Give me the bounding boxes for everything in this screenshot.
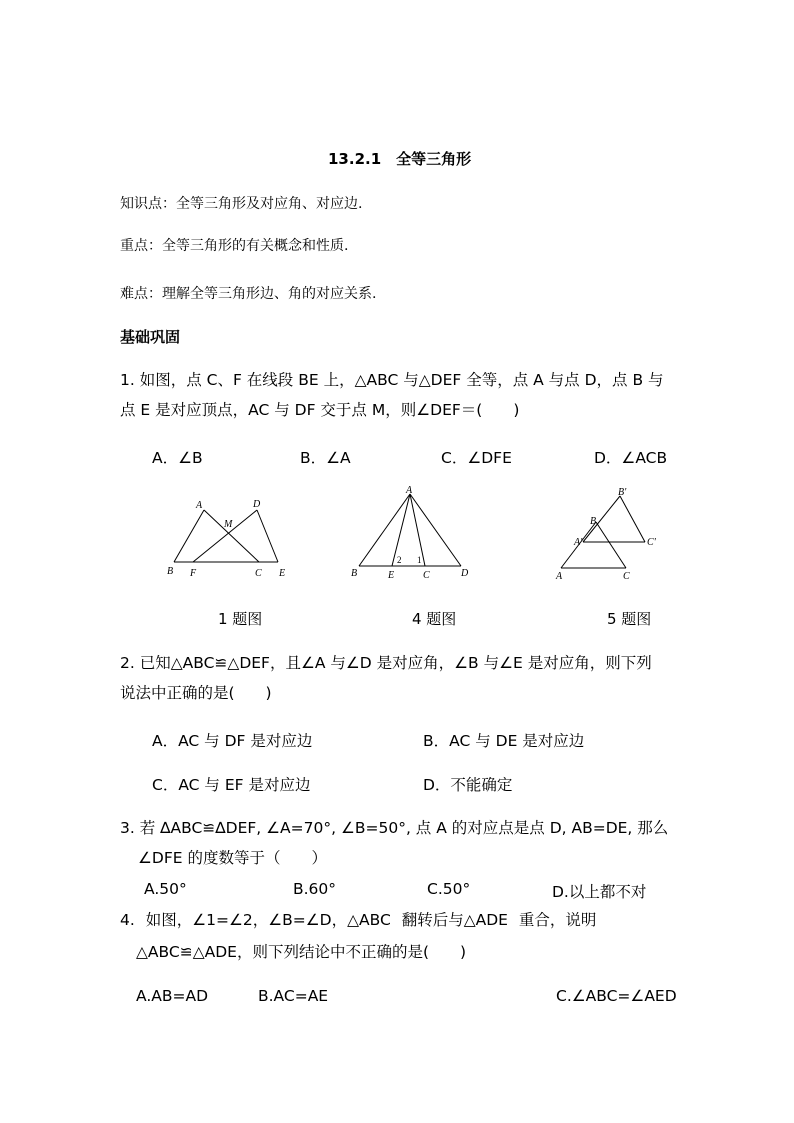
question-3-line-1: 3. 若 ∆ABC≌∆DEF, ∠A=70°, ∠B=50°, 点 A 的对应点是点 D, AB=DE, 那么 (120, 819, 669, 837)
question-1-option-d: D．∠ACB (594, 449, 668, 467)
knowledge-point: 知识点：全等三角形及对应角、对应边. (120, 196, 363, 212)
difficulty-point: 难点：理解全等三角形边、角的对应关系. (120, 286, 377, 302)
fig1-label-d: D (253, 499, 261, 510)
fig1-label-e: E (279, 568, 286, 579)
question-2-line-1: 2. 已知△ABC≌△DEF，且∠A 与∠D 是对应角，∠B 与∠E 是对应角，则下列 (120, 654, 652, 672)
question-2-option-a: A．AC 与 DF 是对应边 (152, 732, 313, 750)
figure-4-caption: 4 题图 (412, 610, 457, 628)
question-4-line-1: 4. 如图，∠1=∠2，∠B=∠D，△ABC 翻转后与△ADE 重合，说明 (120, 911, 597, 929)
question-2-option-d: D．不能确定 (423, 776, 513, 794)
question-3-option-a: A.50° (144, 880, 187, 898)
fig5-label-b: B (590, 516, 597, 527)
fig4-label-b: B (351, 568, 358, 579)
question-2-option-c: C．AC 与 EF 是对应边 (152, 776, 311, 794)
fig1-label-m: M (224, 519, 233, 530)
fig4-label-a: A (406, 485, 413, 496)
page-title: 13.2.1 全等三角形 (328, 150, 472, 168)
question-3-line-2: ∠DFE 的度数等于（ ） (138, 849, 327, 867)
fig5-label-c: C (623, 571, 630, 582)
fig1-label-b: B (167, 566, 174, 577)
question-4-option-b: B.AC=AE (258, 987, 329, 1005)
question-1-line-1: 1. 如图，点 C、F 在线段 BE 上，△ABC 与△DEF 全等，点 A 与点 D，点 B 与 (120, 371, 664, 389)
fig4-label-e: E (388, 570, 395, 581)
figure-1-diagram (160, 495, 300, 585)
fig5-label-b-prime: B' (618, 487, 627, 498)
fig1-label-a: A (196, 500, 203, 511)
question-1-option-c: C．∠DFE (441, 449, 512, 467)
fig4-label-d: D (461, 568, 469, 579)
fig5-label-a: A (556, 571, 563, 582)
fig4-label-1: 1 (417, 555, 422, 565)
fig1-label-f: F (190, 568, 197, 579)
fig4-label-2: 2 (397, 555, 402, 565)
question-3-option-d: D.以上都不对 (552, 883, 647, 901)
key-point: 重点：全等三角形的有关概念和性质. (120, 238, 349, 254)
figure-5-caption: 5 题图 (607, 610, 652, 628)
fig5-label-a-prime: A' (574, 537, 583, 548)
figure-1-caption: 1 题图 (218, 610, 263, 628)
section-heading: 基础巩固 (120, 328, 181, 346)
question-4-option-a: A.AB=AD (136, 987, 209, 1005)
question-1-line-2: 点 E 是对应顶点，AC 与 DF 交于点 M，则∠DEF＝( ) (120, 401, 520, 419)
question-2-line-2: 说法中正确的是( ) (120, 684, 272, 702)
fig4-label-c: C (423, 570, 430, 581)
question-4-line-2: △ABC≌△ADE，则下列结论中不正确的是( ) (136, 943, 467, 961)
figure-5-diagram (548, 483, 668, 583)
question-2-option-b: B．AC 与 DE 是对应边 (423, 732, 585, 750)
question-1-option-a: A．∠B (152, 449, 203, 467)
question-3-option-c: C.50° (427, 880, 471, 898)
question-4-option-c: C.∠ABC=∠AED (556, 987, 677, 1005)
question-3-option-b: B.60° (293, 880, 337, 898)
fig1-label-c: C (255, 568, 262, 579)
figure-4-diagram (345, 483, 475, 583)
fig5-label-c-prime: C' (647, 537, 656, 548)
question-1-option-b: B．∠A (300, 449, 351, 467)
